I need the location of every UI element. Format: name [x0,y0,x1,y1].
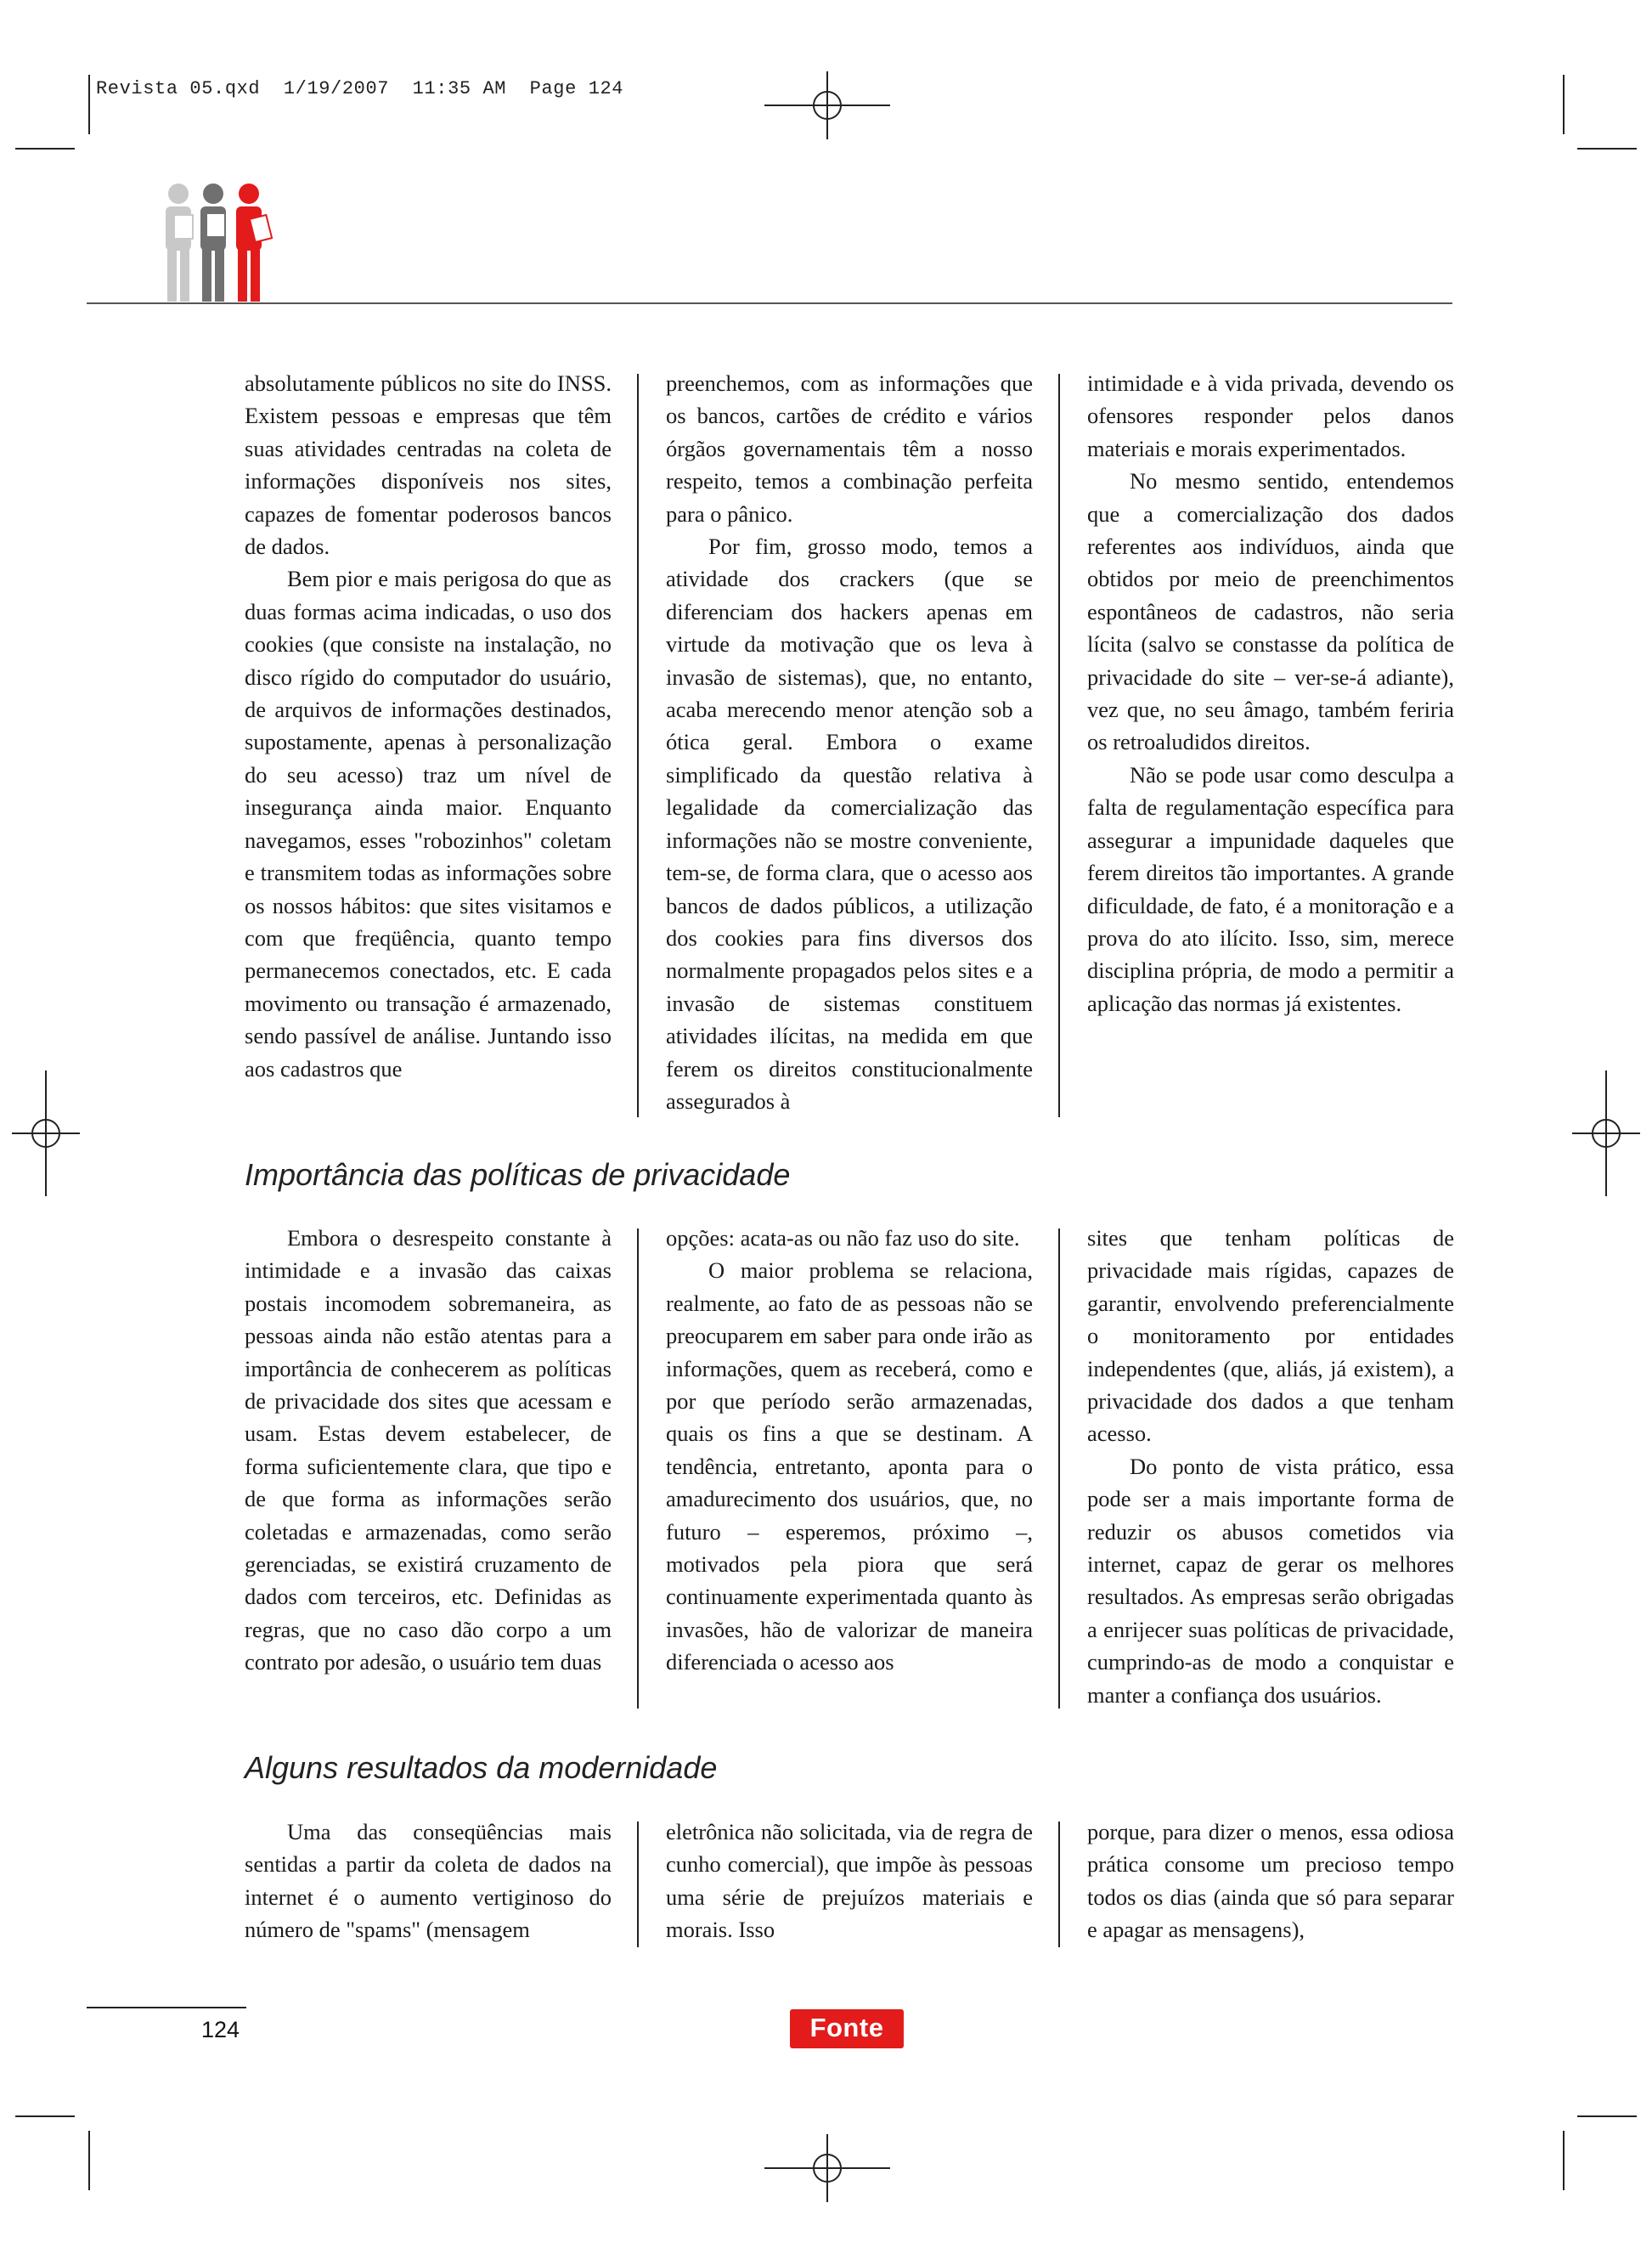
section2-column-1 [245,1222,612,1679]
paragraph: Bem pior e mais perigosa do que as duas formas acima indicadas, o uso dos cookies (que consiste na instalação, no disco rígido do computador do usuário, de arquivos de informações destinados, supostamente, apenas à personalização do seu acesso) traz um nível de insegurança ainda maior. Enquanto navegamos, esses "robozinhos" coletam e transmitem todas as informações sobre os nossos hábitos: que sites visitamos e com que freqüência, quanto tempo permanecemos conectados, etc. E cada movimento ou transação é armazenado, sendo passível de análise. Juntando isso aos cadastros que [245,566,612,1082]
paragraph: preenchemos, com as informações que os bancos, cartões de crédito e vários órgãos governamentais têm a nosso respeito, temos a combinação perfeita para o pânico. [666,370,1033,527]
page-number: 124 [201,2017,240,2042]
column-divider [1058,1822,1060,1947]
paragraph: Não se pode usar como desculpa a falta de regulamentação específica para assegurar a impunidade daqueles que ferem direitos tão importantes. A grande dificuldade, de fato, é a monitoração e a prova do ato ilícito. Isso, sim, merece disciplina própria, de modo a permitir a aplicação das normas já existentes. [1087,761,1454,1016]
column-divider [637,374,639,1117]
paragraph: Embora o desrespeito constante à intimidade e a invasão das caixas postais incomodem sobremaneira, as pessoas ainda não estão atentas para a importância de conhecerem as políticas de privacidade dos sites que acessam e usam. Estas devem estabelecer, de forma suficientemente clara, que tipo e de que forma as informações serão coletadas e armazenadas, como serão gerenciadas, se existirá cruzamento de dados com terceiros, etc. Definidas as regras, que no caso dão corpo a um contrato por adesão, o usuário tem duas [245,1225,612,1675]
logo-text: Fonte [809,2013,884,2042]
paragraph: Uma das conseqüências mais sentidas a partir da coleta de dados na internet é o aumento vertiginoso do número de "spams" (mensagem [245,1819,612,1943]
crop-mark-bottom-right-v [1563,2131,1565,2190]
section2-column-2 [666,1222,1033,1679]
section1-column-3 [1087,367,1454,1020]
section-heading: Alguns resultados da modernidade [245,1750,718,1785]
three-people-icon [157,183,285,306]
column-divider [637,1229,639,1709]
paragraph: absolutamente públicos no site do INSS. Existem pessoas e empresas que têm suas atividades centradas na coleta de informações disponíveis nos sites, capazes de fomentar poderosos bancos de dados. [245,370,612,560]
paragraph: opções: acata-as ou não faz uso do site. [666,1225,1020,1251]
registration-mark-icon [12,1070,80,1196]
column-divider [637,1822,639,1947]
section2-column-3 [1087,1222,1454,1711]
crop-mark-bottom-left-v [88,2131,90,2190]
header-rule [87,302,1452,304]
paragraph: Do ponto de vista prático, essa pode ser a mais importante forma de reduzir os abusos cometidos via internet, capaz de gerar os melhores resultados. As empresas serão obrigadas a enrijecer suas políticas de privacidade, cumprindo-as de modo a conquistar e manter a confiança dos usuários. [1087,1453,1454,1708]
crop-mark-top-left-v [88,75,90,134]
paragraph: O maior problema se relaciona, realmente, ao fato de as pessoas não se preocuparem em saber para onde irão as informações, quem as receberá, como e por que período serão armazenadas, quais os fins a que se destinam. A tendência, entretanto, aponta para o amadurecimento dos usuários, que, no futuro – esperemos, próximo –, motivados pela piora que será continuamente experimentada quanto às invasões, hão de valorizar de maneira diferenciada o acesso aos [666,1257,1033,1675]
section3-column-2 [666,1816,1033,1946]
section3-column-1 [245,1816,612,1946]
crop-mark-top-right-h [1577,148,1637,150]
section1-column-1 [245,367,612,1085]
column-divider [1058,1229,1060,1709]
paragraph: porque, para dizer o menos, essa odiosa prática consome um precioso tempo todos os dias (ainda que só para separar e apagar as mensagens), [1087,1819,1454,1943]
paragraph: sites que tenham políticas de privacidade mais rígidas, capazes de garantir, envolvendo preferencialmente o monitoramento por entidades independentes (que, aliás, já existem), a privacidade dos dados a que tenham acesso. [1087,1225,1454,1447]
column-divider [1058,374,1060,1117]
registration-mark-icon [764,71,890,139]
crop-mark-top-left-h [15,148,75,150]
fonte-logo [790,2009,904,2048]
paragraph: No mesmo sentido, entendemos que a comercialização dos dados referentes aos indivíduos, ainda que obtidos por meio de preenchimentos espontâneos de cadastros, não seria lícita (salvo se constasse da política de privacidade do site – ver-se-á adiante), vez que, no seu âmago, também feriria os retroaludidos direitos. [1087,468,1454,755]
crop-mark-top-right-v [1563,75,1565,134]
paragraph: intimidade e à vida privada, devendo os ofensores responder pelos danos materiais e morais experimentados. [1087,370,1454,461]
section1-column-2 [666,367,1033,1117]
crop-mark-bottom-right-h [1577,2115,1637,2117]
paragraph: Por fim, grosso modo, temos a atividade dos crackers (que se diferenciam dos hackers apenas em virtude da motivação que os leva à invasão de sistemas), que, no entanto, acaba merecendo menor atenção sob a ótica geral. Embora o exame simplificado da questão relativa à legalidade da comercialização das informações não se mostre conveniente, tem-se, de forma clara, que o acesso aos bancos de dados públicos, a utilização dos cookies para fins diversos dos normalmente propagados pelos sites e a invasão de sistemas constituem atividades ilícitas, na medida em que ferem os direitos constitucionalmente assegurados à [666,534,1033,1114]
slug-line: Revista 05.qxd 1/19/2007 11:35 AM Page 124 [96,78,624,99]
registration-mark-icon [764,2134,890,2202]
registration-mark-icon [1572,1070,1640,1196]
section-heading: Importância das políticas de privacidade [245,1157,791,1192]
paragraph: eletrônica não solicitada, via de regra de cunho comercial), que impõe às pessoas uma série de prejuízos materiais e morais. Isso [666,1819,1033,1943]
section3-column-3 [1087,1816,1454,1946]
crop-mark-bottom-left-h [15,2115,75,2117]
footer-rule [87,2007,246,2008]
